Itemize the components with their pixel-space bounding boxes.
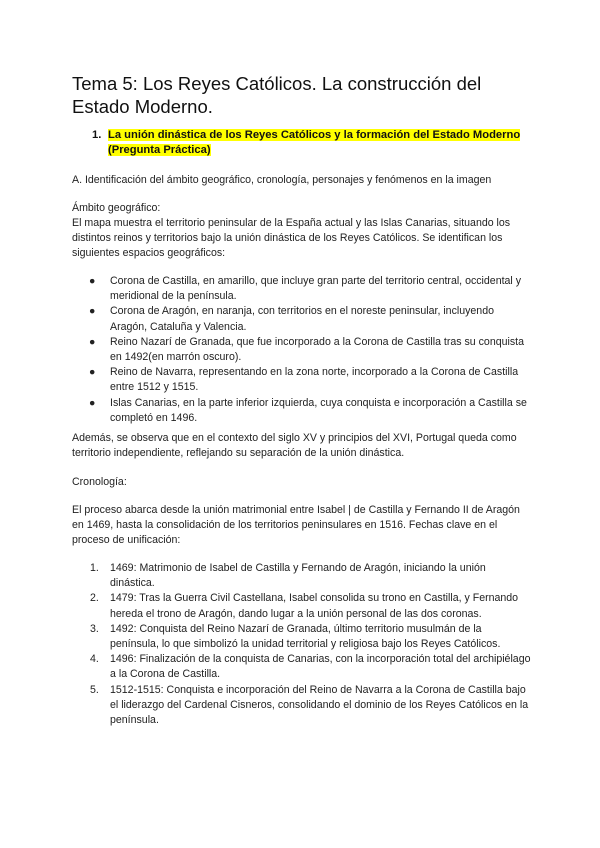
list-item [72, 683, 532, 729]
page-title: Tema 5: Los Reyes Católicos. La construcción del Estado Moderno. [72, 73, 482, 117]
list-item-text: Islas Canarias, en la parte inferior izquierda, cuya conquista e incorporación a Castilla se completó en 1496. [110, 396, 527, 424]
bullet-icon: ● [89, 396, 96, 409]
ambito-list [72, 274, 532, 426]
list-item-number: 5. [90, 683, 99, 696]
list-item [72, 396, 532, 426]
list-item-number: 3. [90, 622, 99, 635]
list-item [72, 274, 532, 304]
list-item-text: Corona de Aragón, en naranja, con territorios en el noreste peninsular, incluyendo Aragón, Cataluña y Valencia. [110, 305, 494, 333]
list-item [72, 561, 532, 591]
list-item-text: 1512-1515: Conquista e incorporación del Reino de Navarra a la Corona de Castilla bajo el liderazgo del Cardenal Cisneros, consolidando el dominio de los Reyes Católicos en la península. [110, 683, 529, 727]
list-item [72, 335, 532, 365]
cronologia-intro: El proceso abarca desde la unión matrimonial entre Isabel | de Castilla y Fernando II de Aragón en 1469, hasta la consolidación de los territorios peninsulares en 1516. Fechas clave en el proceso de unificación: [72, 504, 520, 547]
list-item-number: 4. [90, 653, 99, 666]
section-number: 1. [92, 129, 102, 141]
list-item-text: 1469: Matrimonio de Isabel de Castilla y Fernando de Aragón, iniciando la unión dinástica. [110, 562, 486, 590]
ambito-label: Ámbito geográfico: [72, 202, 161, 214]
bullet-icon: ● [89, 366, 96, 379]
ambito-closing: Además, se observa que en el contexto del siglo XV y principios del XVI, Portugal queda como territorio independiente, reflejando su separación de la unión dinástica. [72, 432, 517, 460]
bullet-icon: ● [89, 275, 96, 287]
list-item-text: 1479: Tras la Guerra Civil Castellana, Isabel consolida su trono en Castilla, y Fernando hereda el trono de Aragón, dando lugar a la unión personal de las dos coronas. [110, 592, 519, 620]
bullet-icon: ● [89, 305, 96, 318]
list-item [72, 591, 532, 621]
list-item [72, 304, 532, 334]
ambito-intro: El mapa muestra el territorio peninsular de la España actual y las Islas Canarias, situando los distintos reinos y territorios bajo la unión dinástica de los Reyes Católicos. Se identifican los siguientes espacios geográficos: [72, 217, 511, 260]
list-item-text: 1496: Finalización de la conquista de Canarias, con la incorporación total del archipiélago a la Corona de Castilla. [110, 653, 531, 681]
list-item [72, 652, 532, 682]
list-item-text: 1492: Conquista del Reino Nazarí de Granada, último territorio musulmán de la península, lo que simbolizó la unidad territorial y religiosa bajo los Reyes Católicos. [110, 622, 501, 651]
subheading-a: A. Identificación del ámbito geográfico, cronología, personajes y fenómenos en la imagen [72, 174, 492, 186]
list-item-text: Reino de Navarra, representando en la zona norte, incorporado a la Corona de Castilla entre 1512 y 1515. [110, 366, 519, 394]
bullet-icon: ● [89, 335, 96, 348]
section-heading-text-wrap [108, 128, 532, 158]
list-item-number: 1. [90, 562, 99, 574]
section-heading [92, 128, 532, 158]
list-item-text: Corona de Castilla, en amarillo, que incluye gran parte del territorio central, occidental y meridional de la península. [110, 275, 522, 303]
list-item [72, 365, 532, 395]
cronologia-label: Cronología: [72, 476, 127, 488]
section-heading-text: La unión dinástica de los Reyes Católicos y la formación del Estado Moderno (Pregunta Práctica) [108, 129, 521, 156]
list-item-number: 2. [90, 592, 99, 605]
list-item-text: Reino Nazarí de Granada, que fue incorporado a la Corona de Castilla tras su conquista en 1492(en marrón oscuro). [110, 335, 524, 364]
list-item [72, 622, 532, 652]
cronologia-list [72, 561, 532, 728]
